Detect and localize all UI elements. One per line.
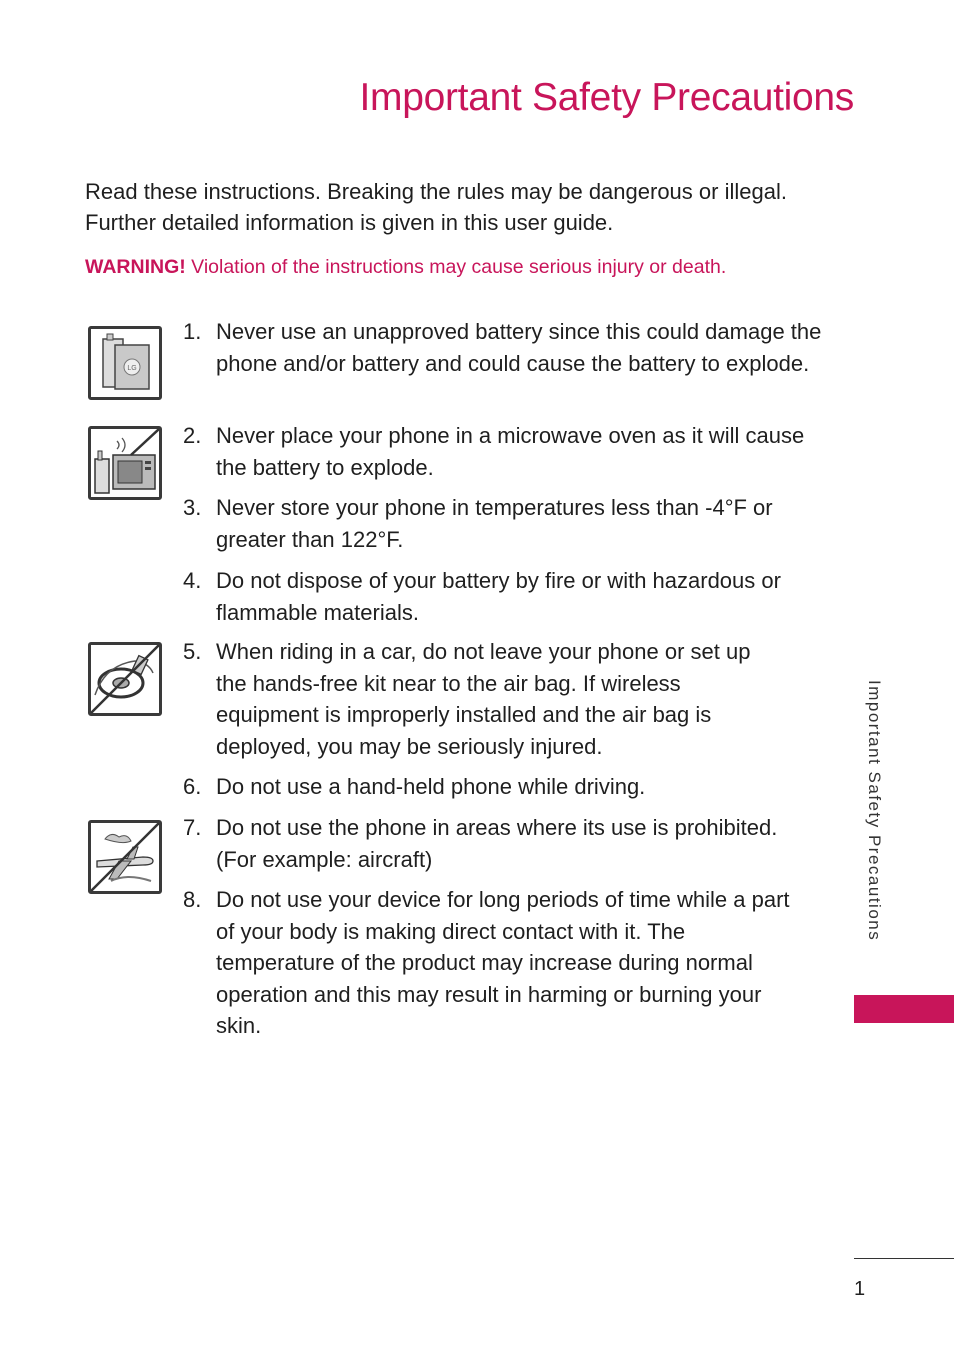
item-number: 6. (183, 774, 202, 799)
side-tab-marker (854, 995, 954, 1023)
battery-logo-text: LG (127, 365, 137, 372)
side-tab-label: Important Safety Precautions (865, 680, 884, 942)
item-number: 3. (183, 495, 202, 520)
aircraft-icon (88, 820, 162, 894)
item-text: Do not dispose of your battery by fire or with hazardous or flammable materials. (216, 568, 781, 625)
item-text: Never use an unapproved battery since this could damage the phone and/or battery and could cause the battery to explode. (216, 319, 822, 376)
item-text: Never store your phone in temperatures less than -4°F or greater than 122°F. (216, 495, 773, 552)
airbag-icon (88, 642, 162, 716)
item-text: Do not use a hand-held phone while driving. (216, 774, 646, 799)
item-number: 5. (183, 639, 202, 664)
item-number: 4. (183, 568, 202, 593)
list-item (183, 812, 823, 875)
list-item (183, 884, 808, 1042)
list-item (183, 771, 823, 803)
microwave-icon (88, 426, 162, 500)
list-item (183, 316, 823, 379)
intro-paragraph: Read these instructions. Breaking the rules may be dangerous or illegal. Further detailed information is given in this user guide. (85, 179, 787, 235)
list-item (183, 636, 783, 762)
warning-notice (85, 254, 845, 280)
item-text: Do not use your device for long periods of time while a part of your body is making direct contact with it. The temperature of the product may increase during normal operation and this may result in harming or burning your skin. (216, 887, 790, 1038)
item-number: 1. (183, 319, 202, 344)
list-item (183, 492, 823, 555)
item-text: Do not use the phone in areas where its use is prohibited. (For example: aircraft) (216, 815, 778, 872)
list-item (183, 565, 823, 628)
warning-label: WARNING! (85, 256, 186, 278)
footer-divider (854, 1258, 954, 1259)
warning-text: Violation of the instructions may cause serious injury or death. (185, 256, 727, 278)
battery-icon (88, 326, 162, 400)
list-item (183, 420, 823, 483)
item-number: 7. (183, 815, 202, 840)
item-text: When riding in a car, do not leave your phone or set up the hands-free kit near to the air bag. If wireless equipment is improperly installed and the air bag is deployed, you may be seriously injured. (216, 639, 751, 759)
item-text: Never place your phone in a microwave oven as it will cause the battery to explode. (216, 423, 805, 480)
item-number: 2. (183, 423, 202, 448)
page-number: 1 (854, 1278, 866, 1300)
page-title: Important Safety Precautions (359, 76, 854, 119)
item-number: 8. (183, 887, 202, 912)
